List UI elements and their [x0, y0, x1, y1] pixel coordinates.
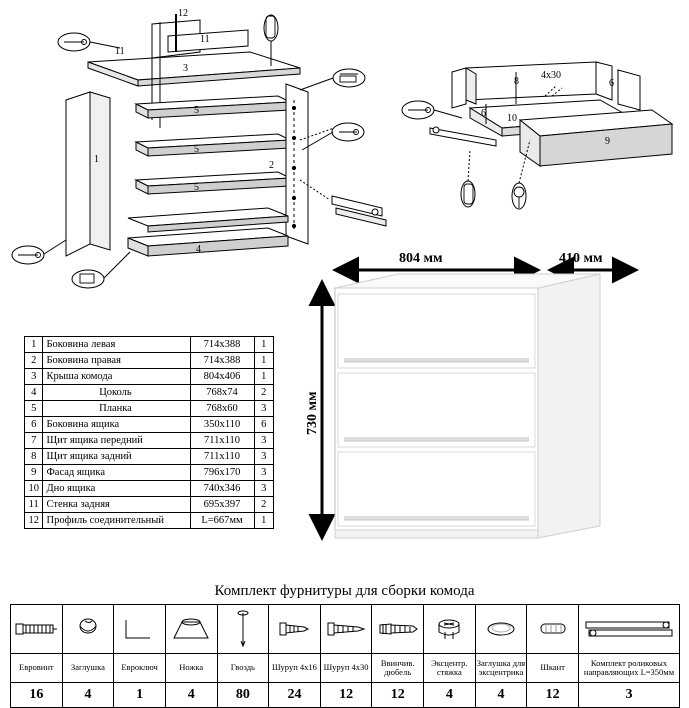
callout-11b: 11: [200, 34, 210, 45]
callout-10: 10: [507, 113, 517, 124]
kit-item-count: 12: [372, 683, 424, 708]
table-row: [25, 481, 274, 497]
callout-1: 1: [94, 154, 99, 165]
table-row: [25, 497, 274, 513]
part-qty: 3: [254, 449, 273, 465]
part-name: Крыша комода: [43, 369, 190, 385]
kit-item-label: Шуруп 4х30: [320, 654, 372, 683]
callout-5c: 5: [194, 182, 199, 193]
part-size: 804х406: [190, 369, 254, 385]
part-name: Цоколь: [43, 385, 190, 401]
part-qty: 1: [254, 337, 273, 353]
dresser-dimension-drawing: [300, 240, 680, 560]
table-row: [25, 385, 274, 401]
dim-depth-label: 410 мм: [559, 251, 603, 266]
part-qty: 1: [254, 353, 273, 369]
drawer-slides-icon: [579, 605, 680, 654]
callout-4x30: 4х30: [541, 70, 561, 81]
callout-4: 4: [196, 244, 201, 255]
kit-item-label: Гвоздь: [217, 654, 269, 683]
part-qty: 6: [254, 417, 273, 433]
kit-title: Комплект фурнитуры для сборки комода: [214, 583, 475, 599]
part-number: 5: [25, 401, 43, 417]
callout-12: 12: [178, 8, 188, 19]
callout-5a: 5: [194, 105, 199, 116]
part-size: 350х110: [190, 417, 254, 433]
part-number: 7: [25, 433, 43, 449]
kit-item-label: Заглушка: [62, 654, 114, 683]
kit-item-label: Шкант: [527, 654, 579, 683]
part-number: 2: [25, 353, 43, 369]
dim-height-label: 730 мм: [305, 391, 320, 435]
kit-item-count: 4: [475, 683, 527, 708]
part-name: Щит ящика передний: [43, 433, 190, 449]
part-qty: 2: [254, 385, 273, 401]
part-size: 796х170: [190, 465, 254, 481]
cap-icon: [62, 605, 114, 654]
kit-item-count: 12: [527, 683, 579, 708]
callout-6a: 6: [609, 78, 614, 89]
kit-item-label: Шуруп 4х16: [269, 654, 321, 683]
dim-width-label: 804 мм: [399, 251, 443, 266]
table-row: [25, 465, 274, 481]
part-qty: 2: [254, 497, 273, 513]
part-number: 3: [25, 369, 43, 385]
part-name: Фасад ящика: [43, 465, 190, 481]
part-name: Щит ящика задний: [43, 449, 190, 465]
foot-icon: [165, 605, 217, 654]
part-size: 695х397: [190, 497, 254, 513]
part-name: Стенка задняя: [43, 497, 190, 513]
part-number: 10: [25, 481, 43, 497]
part-size: 740х346: [190, 481, 254, 497]
part-number: 4: [25, 385, 43, 401]
kit-item-label: Эксцентр. стяжка: [424, 654, 476, 683]
kit-item-label: Евроключ: [114, 654, 166, 683]
part-size: 714х388: [190, 337, 254, 353]
cam-cap-icon: [475, 605, 527, 654]
part-number: 11: [25, 497, 43, 513]
table-row: [25, 369, 274, 385]
callout-9: 9: [605, 136, 610, 147]
table-row: [25, 337, 274, 353]
kit-item-label: Комплект роликовых направляющих L=350мм: [579, 654, 680, 683]
callout-2: 2: [269, 160, 274, 171]
kit-item-label: Заглушка для эксцентрика: [475, 654, 527, 683]
kit-item-count: 80: [217, 683, 269, 708]
callout-11a: 11: [115, 46, 125, 57]
screw-4x16-icon: [269, 605, 321, 654]
part-name: Боковина правая: [43, 353, 190, 369]
screw-4x30-icon: [320, 605, 372, 654]
kit-item-label: Ввинчив. дюбель: [372, 654, 424, 683]
part-qty: 3: [254, 433, 273, 449]
part-size: 711х110: [190, 433, 254, 449]
callout-3: 3: [183, 63, 188, 74]
part-name: Дно ящика: [43, 481, 190, 497]
kit-item-count: 3: [579, 683, 680, 708]
part-qty: 1: [254, 513, 273, 529]
part-number: 6: [25, 417, 43, 433]
part-name: Планка: [43, 401, 190, 417]
dowel-screw-icon: [372, 605, 424, 654]
table-row: [25, 433, 274, 449]
callout-5b: 5: [194, 144, 199, 155]
table-row: [25, 449, 274, 465]
kit-item-count: 16: [11, 683, 63, 708]
cam-lock-icon: [424, 605, 476, 654]
parts-table: [24, 336, 274, 529]
part-size: L=667мм: [190, 513, 254, 529]
kit-item-count: 12: [320, 683, 372, 708]
euro-screw-icon: [11, 605, 63, 654]
part-size: 711х110: [190, 449, 254, 465]
kit-item-count: 4: [62, 683, 114, 708]
part-size: 768х60: [190, 401, 254, 417]
part-number: 1: [25, 337, 43, 353]
euro-key-icon: [114, 605, 166, 654]
part-number: 9: [25, 465, 43, 481]
part-name: Профиль соединительный: [43, 513, 190, 529]
table-row: [25, 353, 274, 369]
part-number: 12: [25, 513, 43, 529]
dowel-icon: [527, 605, 579, 654]
part-qty: 3: [254, 481, 273, 497]
nail-icon: [217, 605, 269, 654]
kit-item-count: 1: [114, 683, 166, 708]
table-row: [25, 417, 274, 433]
part-number: 8: [25, 449, 43, 465]
kit-item-count: 4: [424, 683, 476, 708]
part-qty: 3: [254, 465, 273, 481]
part-size: 714х388: [190, 353, 254, 369]
hardware-kit-table: [10, 604, 680, 708]
kit-item-label: Ножка: [165, 654, 217, 683]
part-size: 768х74: [190, 385, 254, 401]
part-qty: 1: [254, 369, 273, 385]
part-qty: 3: [254, 401, 273, 417]
table-row: [25, 513, 274, 529]
callout-8: 8: [514, 76, 519, 87]
part-name: Боковина ящика: [43, 417, 190, 433]
kit-item-count: 4: [165, 683, 217, 708]
part-name: Боковина левая: [43, 337, 190, 353]
callout-6b: 6: [481, 108, 486, 119]
table-row: [25, 401, 274, 417]
kit-item-label: Евровинт: [11, 654, 63, 683]
kit-item-count: 24: [269, 683, 321, 708]
